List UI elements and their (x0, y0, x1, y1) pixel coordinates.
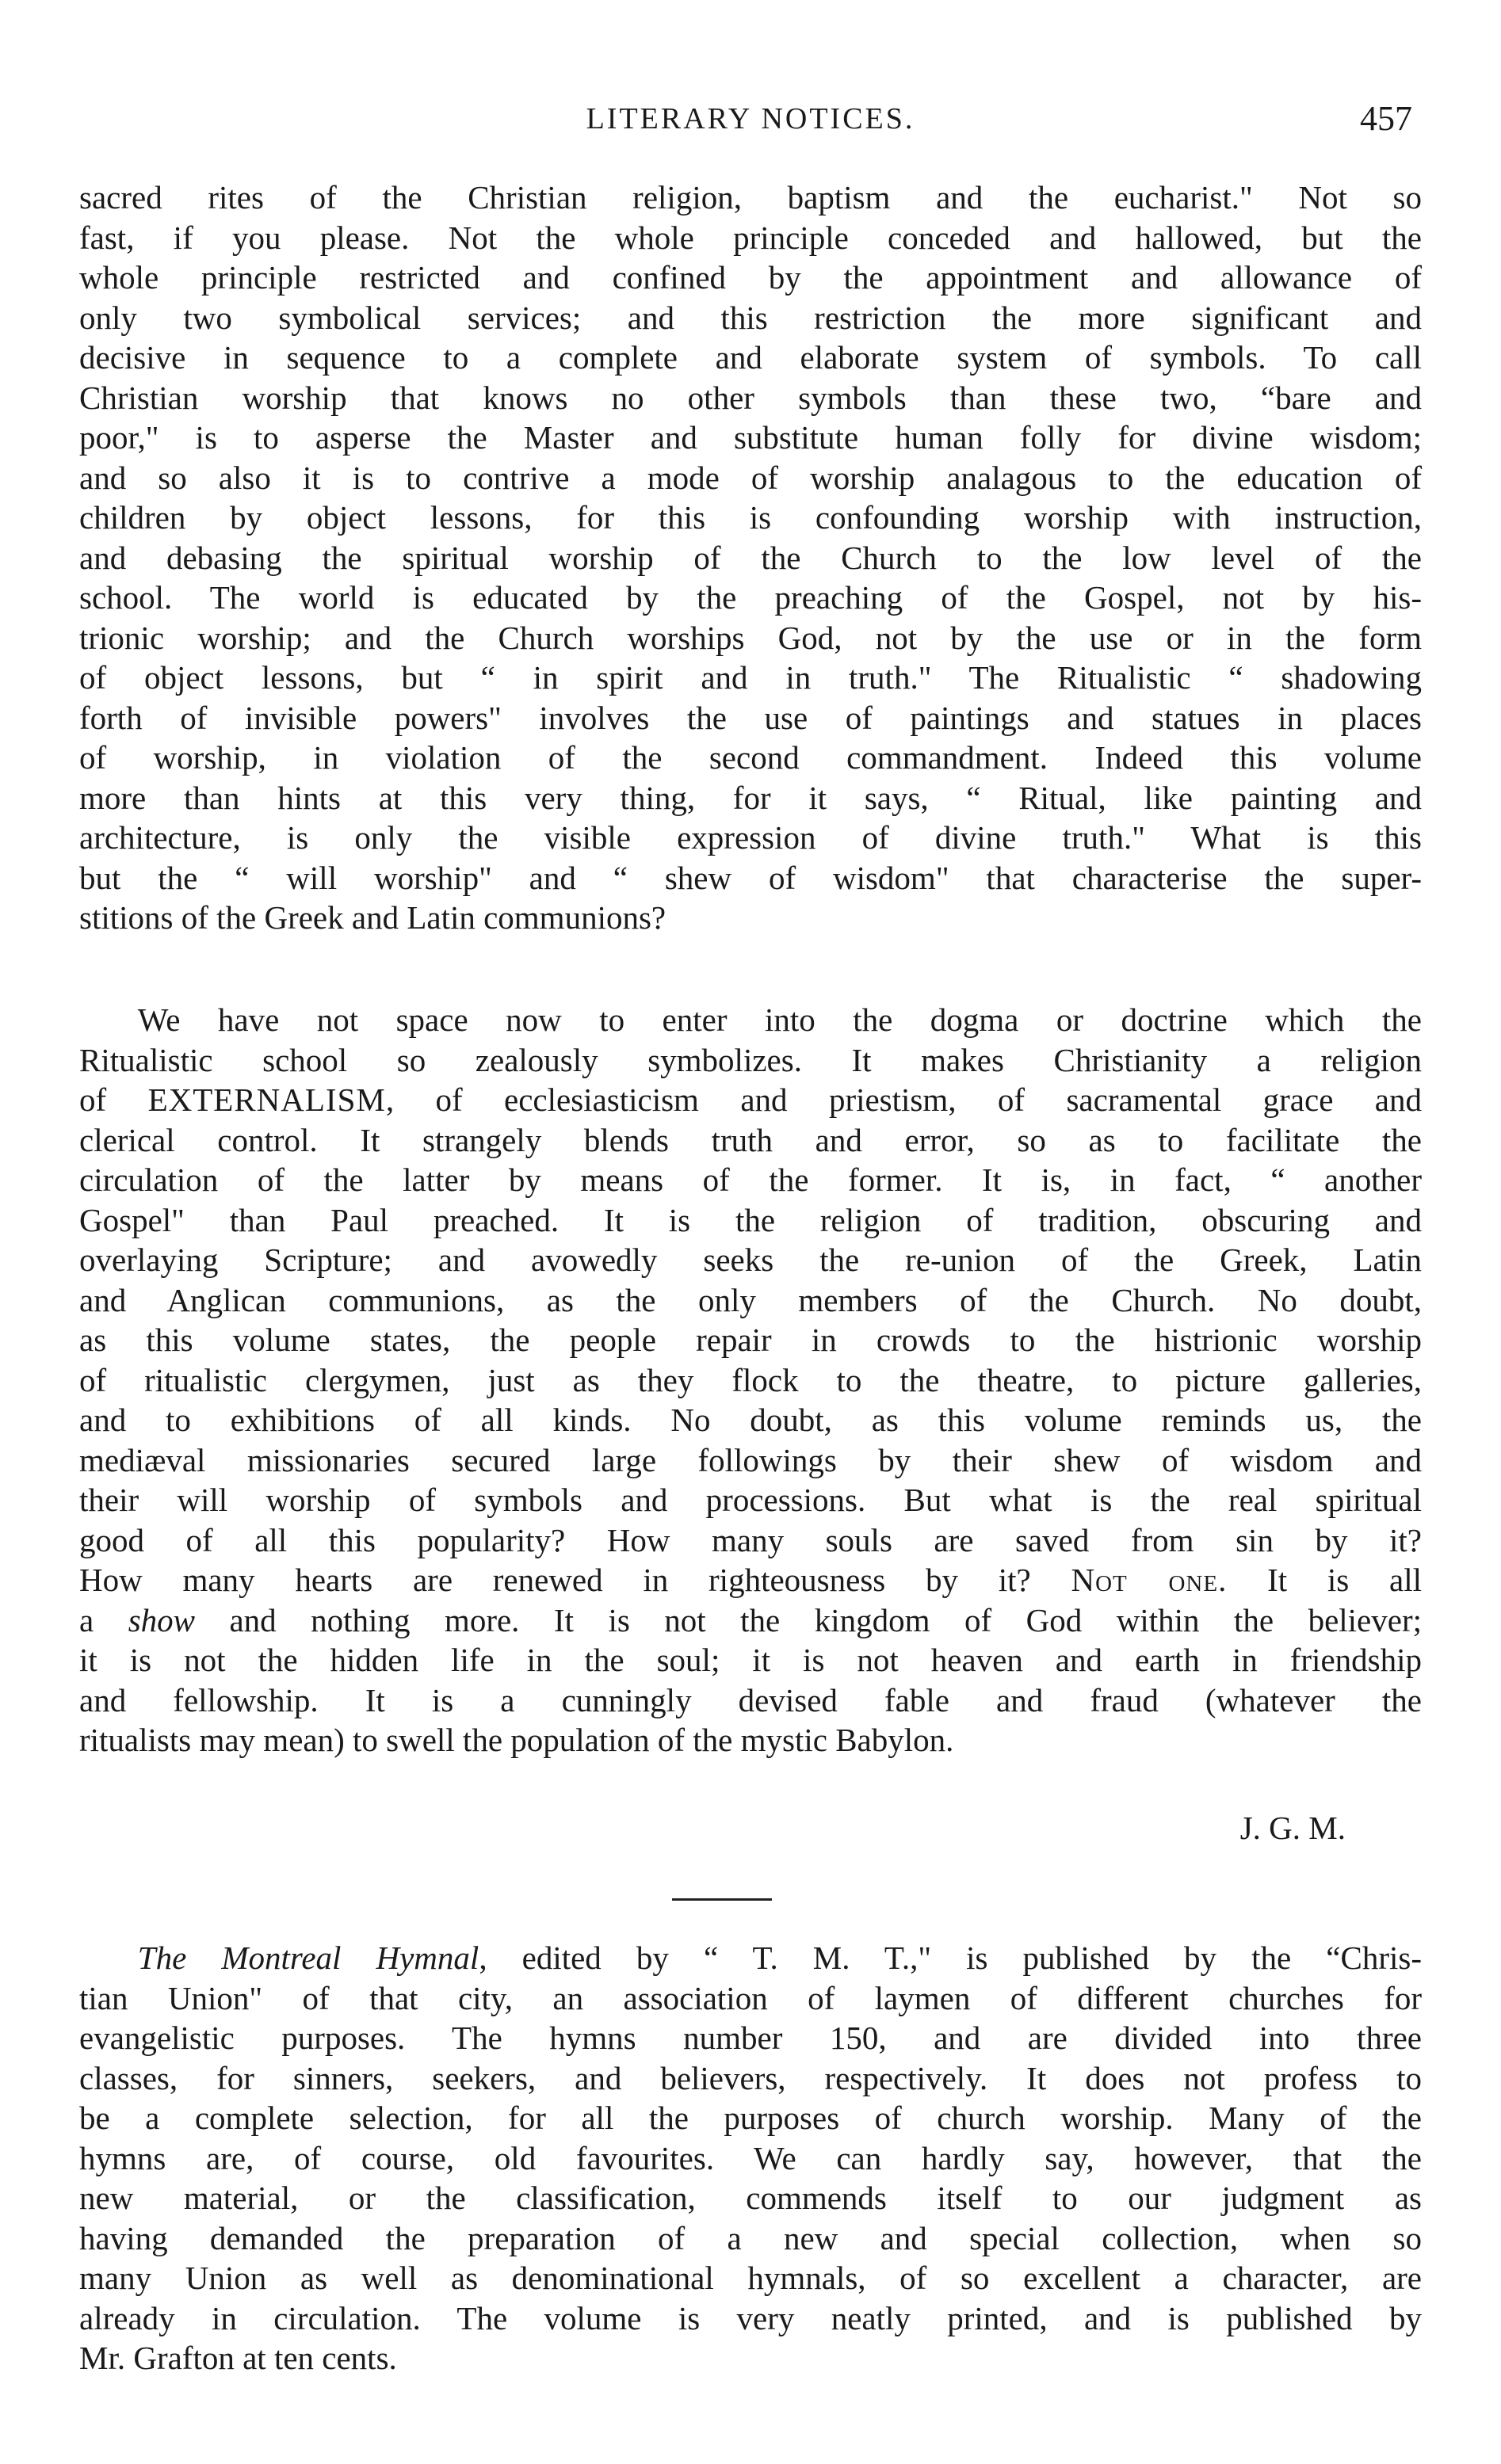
text-line (79, 1938, 1422, 1978)
text-line: Ritualistic school so zealously symbolizes. It makes Christianity a religion (79, 1041, 1422, 1078)
signature: J. G. M. (1239, 1810, 1346, 1846)
text-run: of (79, 1081, 148, 1118)
text-line (79, 1600, 1422, 1641)
text-line: sacred rites of the Christian religion, baptism and the eucharist." Not so (79, 179, 1422, 216)
text-line: forth of invisible powers" involves the use of paintings and statues in places (79, 699, 1422, 736)
book-title-italic: The Montreal Hymnal (137, 1940, 479, 1976)
text-line: children by object lessons, for this is confounding worship with instruction, (79, 499, 1422, 536)
text-line: circulation of the latter by means of the former. It is, in fact, “ another (79, 1161, 1422, 1198)
text-line: their will worship of symbols and processions. But what is the real spiritual (79, 1482, 1422, 1518)
not-one-smallcaps: Not one. (1071, 1562, 1228, 1598)
text-line: classes, for sinners, seekers, and believers, respectively. It does not profess to (79, 2059, 1422, 2096)
text-run: , edited by “ T. M. T.," is published by the “Chris- (479, 1940, 1422, 1976)
text-line: only two symbolical services; and this restriction the more significant and (79, 299, 1422, 336)
page-number: 457 (1360, 99, 1412, 138)
show-italic: show (128, 1601, 195, 1638)
text-line: fast, if you please. Not the whole principle conceded and hallowed, but the (79, 219, 1422, 256)
text-line: overlaying Scripture; and avowedly seeks the re-union of the Greek, Latin (79, 1242, 1422, 1278)
text-line: school. The world is educated by the preaching of the Gospel, not by his- (79, 579, 1422, 616)
text-run: It is all (1227, 1562, 1422, 1598)
text-line: Christian worship that knows no other symbols than these two, “bare and (79, 379, 1422, 416)
text-line: of object lessons, but “ in spirit and in truth." The Ritualistic “ shadowing (79, 659, 1422, 696)
text-line: ritualists may mean) to swell the population of the mystic Babylon. (79, 1722, 954, 1758)
paragraph-2 (79, 1000, 1422, 1760)
text-line: good of all this popularity? How many souls are saved from sin by it? (79, 1521, 1422, 1558)
text-line (79, 1080, 1422, 1120)
text-line: already in circulation. The volume is very neatly printed, and is published by (79, 2299, 1422, 2336)
text-line: architecture, is only the visible expression of divine truth." What is this (79, 819, 1422, 856)
text-line: many Union as well as denominational hymnals, of so excellent a character, are (79, 2260, 1422, 2296)
text-run: and nothing more. It is not the kingdom of God within the believer; (195, 1601, 1422, 1638)
text-run: How many hearts are renewed in righteousness by it? (79, 1562, 1071, 1598)
text-line: We have not space now to enter into the dogma or doctrine which the (137, 1001, 1422, 1038)
text-line: new material, or the classification, commends itself to our judgment as (79, 2180, 1422, 2216)
notice-montreal-hymnal (79, 1938, 1422, 2378)
text-line: Gospel" than Paul preached. It is the religion of tradition, obscuring and (79, 1201, 1422, 1238)
text-line: mediæval missionaries secured large followings by their shew of wisdom and (79, 1441, 1422, 1478)
text-line: and fellowship. It is a cunningly devised fable and fraud (whatever the (79, 1681, 1422, 1718)
text-line: decisive in sequence to a complete and elaborate system of symbols. To call (79, 339, 1422, 376)
paragraph-1 (79, 177, 1422, 938)
text-line: poor," is to asperse the Master and substitute human folly for divine wisdom; (79, 419, 1422, 456)
running-head: LITERARY NOTICES. (586, 102, 915, 135)
page-header (79, 101, 1422, 141)
text-line: of worship, in violation of the second commandment. Indeed this volume (79, 739, 1422, 776)
text-run: , of ecclesiasticism and priestism, of sacramental grace and (385, 1081, 1422, 1118)
text-line: stitions of the Greek and Latin communions? (79, 899, 666, 936)
text-line: more than hints at this very thing, for it says, “ Ritual, like painting and (79, 779, 1422, 816)
text-line: of ritualistic clergymen, just as they flock to the theatre, to picture galleries, (79, 1361, 1422, 1398)
text-line (79, 1560, 1422, 1600)
text-line: and so also it is to contrive a mode of worship analagous to the education of (79, 459, 1422, 496)
text-line: trionic worship; and the Church worships God, not by the use or in the form (79, 619, 1422, 656)
text-line: but the “ will worship" and “ shew of wisdom" that characterise the super- (79, 859, 1422, 896)
text-line: as this volume states, the people repair in crowds to the histrionic worship (79, 1322, 1422, 1358)
text-line: evangelistic purposes. The hymns number 150, and are divided into three (79, 2020, 1422, 2056)
text-line: and to exhibitions of all kinds. No doubt, as this volume reminds us, the (79, 1402, 1422, 1438)
text-line: be a complete selection, for all the purposes of church worship. Many of the (79, 2100, 1422, 2136)
section-divider (672, 1898, 772, 1901)
text-line: and debasing the spiritual worship of the Church to the low level of the (79, 539, 1422, 576)
text-line: tian Union" of that city, an association of laymen of different churches for (79, 1979, 1422, 2016)
text-line: and Anglican communions, as the only members of the Church. No doubt, (79, 1281, 1422, 1318)
text-line: clerical control. It strangely blends truth and error, so as to facilitate the (79, 1121, 1422, 1158)
text-line: whole principle restricted and confined by the appointment and allowance of (79, 259, 1422, 296)
text-run: a (79, 1601, 128, 1638)
externalism-smallcaps: EXTERNALISM (147, 1081, 386, 1118)
text-line: hymns are, of course, old favourites. We can hardly say, however, that the (79, 2139, 1422, 2176)
text-line: Mr. Grafton at ten cents. (79, 2340, 397, 2376)
text-line: having demanded the preparation of a new and special collection, when so (79, 2219, 1422, 2256)
text-line: it is not the hidden life in the soul; it is not heaven and earth in friendship (79, 1642, 1422, 1678)
